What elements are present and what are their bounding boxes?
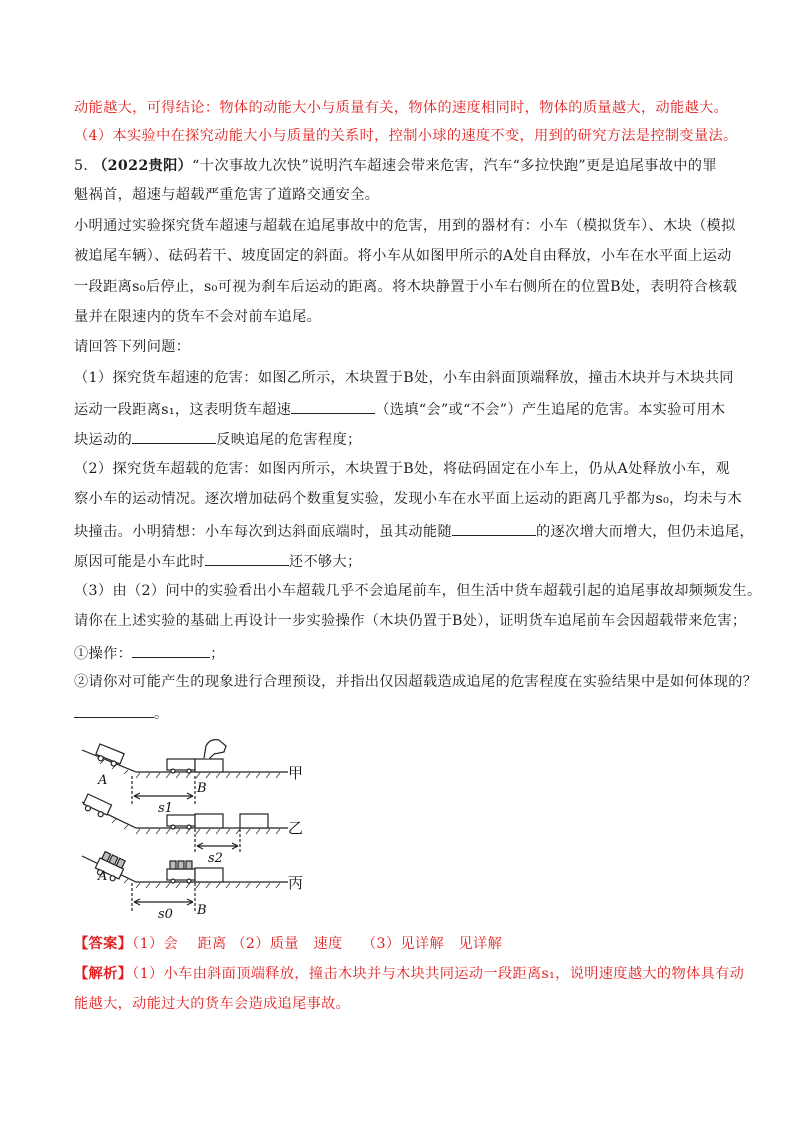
answer-tag: 【答案】 (74, 936, 133, 952)
text-segment: 块撞击。小明猜想：小车每次到达斜面底端时，虽其动能随 (74, 524, 452, 540)
label-B-jia: B (197, 781, 207, 796)
text-line (74, 428, 362, 450)
question-header (74, 156, 717, 176)
label-A-bing: A (98, 869, 108, 884)
text-line (74, 642, 225, 664)
text-segment: 反映追尾的危害程度； (216, 432, 362, 448)
question-text: “十次事故九次快”说明汽车超速会带来危害，汽车“多拉快跑”更是追尾事故中的罪 (192, 158, 717, 174)
label-bing: 丙 (288, 874, 304, 892)
weight-icon (178, 861, 184, 869)
label-s2: s2 (208, 851, 223, 866)
fill-blank[interactable] (74, 702, 154, 718)
label-yi: 乙 (288, 819, 304, 837)
text-line: （2）探究货车超载的危害：如图丙所示，木块置于B处，将砝码固定在小车上，仍从A处释放小车，观 (74, 461, 730, 477)
text-line: （4）本实验中在探究动能大小与质量的关系时，控制小球的速度不变，用到的研究方法是控制变量法。 (74, 128, 738, 144)
label-A-jia: A (98, 773, 108, 788)
text-segment: 原因可能是小车此时 (74, 554, 205, 570)
text-line (74, 550, 362, 572)
label-jia: 甲 (288, 764, 304, 782)
wood-block-yi-start (195, 814, 223, 828)
text-line: （3）由（2）问中的实验看出小车超载几乎不会追尾前车，但生活中货车超载引起的追尾事故却频频发生。 (74, 583, 762, 599)
cart-yi (167, 815, 195, 826)
label-s0: s0 (158, 907, 173, 922)
text-line: 一段距离s₀后停止，s₀可视为刹车后运动的距离。将木块静置于小车右侧所在的位置B处，表明符合核载 (74, 279, 738, 295)
cart-bing (167, 869, 195, 880)
label-s1: s1 (158, 801, 173, 816)
text-line: 魁祸首，超速与超载严重危害了道路交通安全。 (74, 187, 380, 203)
cart-at-A-jia (94, 744, 124, 768)
text-line: 小明通过实验探究货车超速与超载在追尾事故中的危害，用到的器材有：小车（模拟货车）、木块（模拟 (74, 218, 736, 234)
text-line (74, 398, 725, 420)
weight-icon (186, 861, 192, 869)
text-segment: 。 (154, 706, 169, 722)
label-B-bing: B (197, 903, 207, 918)
text-segment: ①操作： (74, 646, 133, 662)
text-segment: ； (210, 646, 225, 662)
text-line: 被追尾车辆）、砝码若干、坡度固定的斜面。将小车从如图甲所示的A处自由释放，小车在水平面上运动 (74, 248, 732, 264)
text-line (74, 520, 754, 542)
wood-block-bing (195, 868, 223, 882)
text-line: 动能越大，可得结论：物体的动能大小与质量有关，物体的速度相同时，物体的质量越大，动能越大。 (74, 100, 729, 116)
explanation-tag: 【解析】 (74, 966, 133, 982)
hand-icon (204, 740, 226, 759)
text-segment: （选填“会”或“不会”）产生追尾的危害。本实验可用木 (375, 402, 726, 418)
explanation-text: （1）小车由斜面顶端释放，撞击木块并与木块共同运动一段距离s₁，说明速度越大的物体具有动 (132, 966, 745, 982)
fill-blank[interactable] (452, 520, 536, 536)
explanation-line (74, 964, 744, 984)
question-number: 5. (74, 158, 89, 174)
text-segment: 的逐次增大而增大，但仍未追尾， (535, 524, 755, 540)
answer-text: （1）会 距离 （2）质量 速度 （3）见详解 见详解 (132, 936, 503, 952)
text-line: 请你在上述实验的基础上再设计一步实验操作（木块仍置于B处），证明货车追尾前车会因超载带来危害； (74, 613, 747, 629)
fill-blank[interactable] (132, 642, 210, 658)
cart-jia (167, 759, 195, 770)
question-source: （2022贵阳） (93, 158, 193, 174)
answer-line (74, 934, 502, 954)
fill-blank[interactable] (132, 428, 216, 444)
wood-block-yi-end (240, 814, 268, 828)
weight-icon (170, 861, 176, 869)
text-line: 察小车的运动情况。逐次增加砝码个数重复实验，发现小车在水平面上运动的距离几乎都为s₀，均未与木 (74, 491, 742, 507)
text-segment: 块运动的 (74, 432, 133, 448)
experiment-figure (74, 732, 334, 922)
text-segment: 还不够大； (288, 554, 362, 570)
fill-blank[interactable] (291, 398, 375, 414)
text-line: 请回答下列问题： (74, 339, 191, 355)
cart-at-top-yi (81, 794, 111, 819)
explanation-line: 能越大，动能过大的货车会造成追尾事故。 (74, 996, 351, 1012)
text-line: 量并在限速内的货车不会对前车追尾。 (74, 309, 322, 325)
fill-blank[interactable] (205, 550, 289, 566)
text-segment: 运动一段距离s₁，这表明货车超速 (74, 402, 292, 418)
wood-block-jia (195, 759, 223, 772)
text-line: （1）探究货车超速的危害：如图乙所示，木块置于B处，小车由斜面顶端释放，撞击木块并与木块共同 (74, 370, 734, 386)
text-line (74, 702, 169, 724)
text-line: ②请你对可能产生的现象进行合理预设，并指出仅因超载造成追尾的危害程度在实验结果中是如何体现的？ (74, 674, 758, 690)
experiment-diagram (74, 732, 374, 922)
